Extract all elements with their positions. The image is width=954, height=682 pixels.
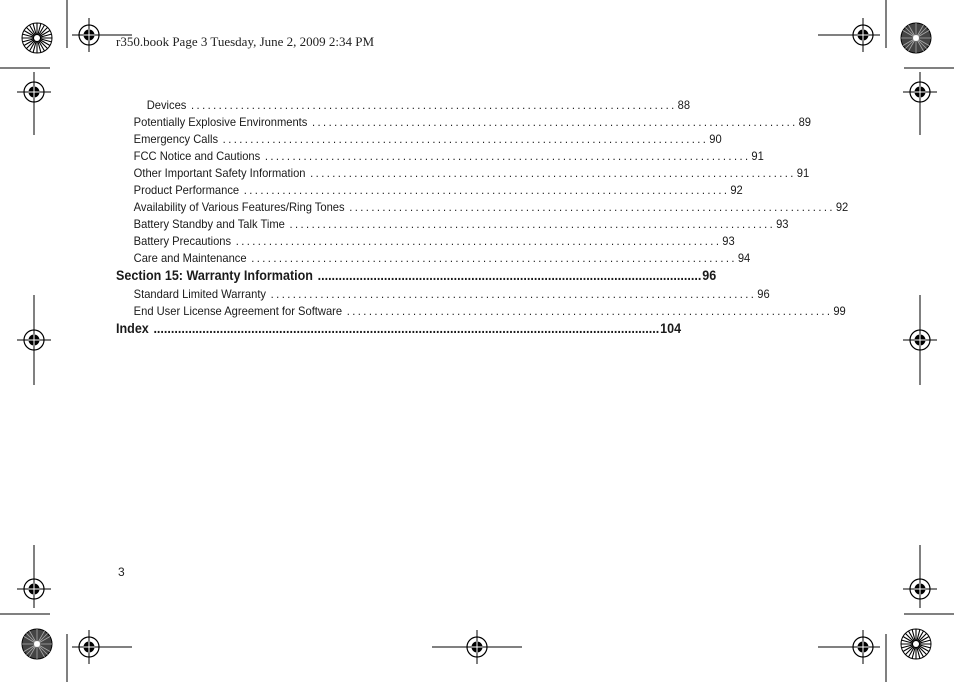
toc-entry-label: Battery Precautions [133, 234, 232, 248]
leader-dots: ........................................................................................ [251, 251, 737, 265]
toc-entry-page: 93 [776, 217, 789, 231]
toc-entry-label: Other Important Safety Information [133, 166, 306, 180]
leader-dots: ........................................................................................ [349, 200, 835, 214]
leader-dots: .............................................................................................................. [317, 268, 702, 283]
toc-entry-label: Standard Limited Warranty [133, 286, 267, 301]
leader-dots: ........................................................................................ [222, 132, 709, 146]
toc-entry-page: 89 [798, 115, 812, 129]
toc-section-label: Section 15: Warranty Information [116, 268, 313, 283]
leader-dots: ........................................................................................ [289, 217, 776, 231]
toc-entry-page: 99 [833, 303, 846, 318]
toc-entry-label: Emergency Calls [133, 132, 219, 146]
table-of-contents [116, 97, 849, 338]
toc-entry-label: Product Performance [133, 183, 240, 197]
toc-entry-page: 96 [757, 286, 770, 301]
toc-entry-page: 88 [677, 98, 691, 112]
toc-section-label: Index [116, 320, 149, 336]
toc-entry[interactable] [116, 233, 735, 250]
toc-entry[interactable] [116, 216, 789, 233]
toc-entry-label: End User License Agreement for Software [133, 303, 343, 318]
toc-entry-label: Potentially Explosive Environments [133, 115, 308, 129]
leader-dots: ................................................................................................................................................. [153, 320, 660, 336]
leader-dots: ........................................................................................ [312, 115, 798, 129]
leader-dots: ........................................................................................ [264, 149, 751, 163]
leader-dots: ........................................................................................ [310, 166, 796, 180]
page-number: 3 [118, 565, 125, 579]
toc-entry[interactable] [116, 303, 846, 320]
toc-entry[interactable] [116, 199, 849, 216]
leader-dots: ........................................................................................ [243, 183, 730, 197]
toc-entry-page: 91 [751, 149, 764, 163]
toc-entry-label: Battery Standby and Talk Time [133, 217, 285, 231]
toc-entry[interactable] [116, 182, 743, 199]
leader-dots: ........................................................................................ [235, 234, 722, 248]
leader-dots: ........................................................................................ [346, 303, 833, 318]
toc-entry[interactable] [116, 286, 770, 303]
toc-entry[interactable] [116, 97, 691, 114]
toc-entry-page: 90 [709, 132, 722, 146]
toc-entry-label: Care and Maintenance [133, 251, 247, 265]
toc-entry[interactable] [116, 114, 812, 131]
book-info-header: r350.book Page 3 Tuesday, June 2, 2009 2:34 PM [116, 34, 375, 49]
toc-section-entry[interactable] [116, 267, 717, 286]
toc-entry-page: 91 [796, 166, 810, 180]
toc-entry-page: 92 [835, 200, 849, 214]
toc-entry-label: FCC Notice and Cautions [133, 149, 261, 163]
toc-section-page: 96 [702, 268, 717, 283]
leader-dots: ........................................................................................ [270, 286, 757, 301]
toc-entry-page: 93 [722, 234, 735, 248]
toc-entry-page: 92 [730, 183, 743, 197]
toc-entry-label: Availability of Various Features/Ring Tones [133, 200, 345, 214]
toc-entry[interactable] [116, 250, 751, 267]
toc-section-entry[interactable] [116, 320, 682, 339]
toc-entry-label: Devices [146, 98, 187, 112]
toc-entry-page: 94 [737, 251, 751, 265]
toc-entry[interactable] [116, 131, 722, 148]
toc-entry[interactable] [116, 148, 764, 165]
leader-dots: ........................................................................................ [191, 98, 677, 112]
toc-section-page: 104 [660, 320, 682, 336]
toc-entry[interactable] [116, 165, 810, 182]
